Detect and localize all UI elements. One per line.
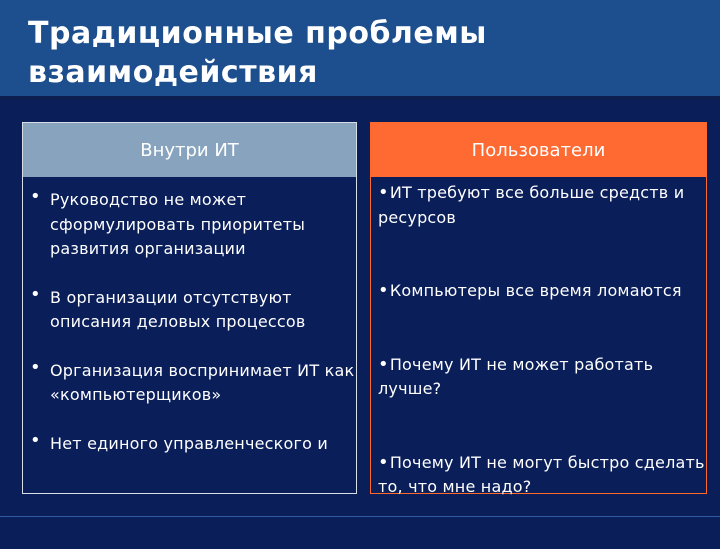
slide-title-line-1: Традиционные проблемы <box>28 16 487 51</box>
right-list-item-text: Компьютеры все время ломаются <box>389 281 682 300</box>
title-bar <box>0 0 720 96</box>
right-list-item <box>378 451 718 500</box>
left-list-item: • Руководство не может сформулировать приоритеты развития организации <box>30 188 360 262</box>
right-list-item-text: ИТ требуют все больше средств и ресурсов <box>378 183 685 227</box>
bullet-icon: • <box>378 280 389 301</box>
left-list-item: • В организации отсутствуют описания деловых процессов <box>30 286 360 335</box>
slide-title-line-2: взаимодействия <box>28 55 318 90</box>
bullet-icon: • <box>378 182 389 203</box>
right-list-item <box>378 181 718 230</box>
right-list-item <box>378 353 718 402</box>
right-list-item <box>378 279 718 304</box>
left-panel-list <box>30 188 360 480</box>
right-list-item-text: Почему ИТ не могут быстро сделать то, что мне надо? <box>378 452 705 496</box>
right-panel-header: Пользователи <box>371 123 706 177</box>
bullet-icon: • <box>378 353 389 375</box>
bullet-icon: • <box>378 451 389 473</box>
right-list-item-text: Почему ИТ не может работать лучше? <box>378 354 654 398</box>
left-panel-header: Внутри ИТ <box>23 123 356 177</box>
left-list-item: • Организация воспринимает ИТ как «компьютерщиков» <box>30 359 360 408</box>
left-list-item: • Нет единого управленческого и <box>30 432 360 457</box>
title-divider <box>0 96 720 100</box>
right-panel-list <box>378 181 718 549</box>
slide-title <box>28 14 688 92</box>
footer-divider <box>0 516 720 517</box>
